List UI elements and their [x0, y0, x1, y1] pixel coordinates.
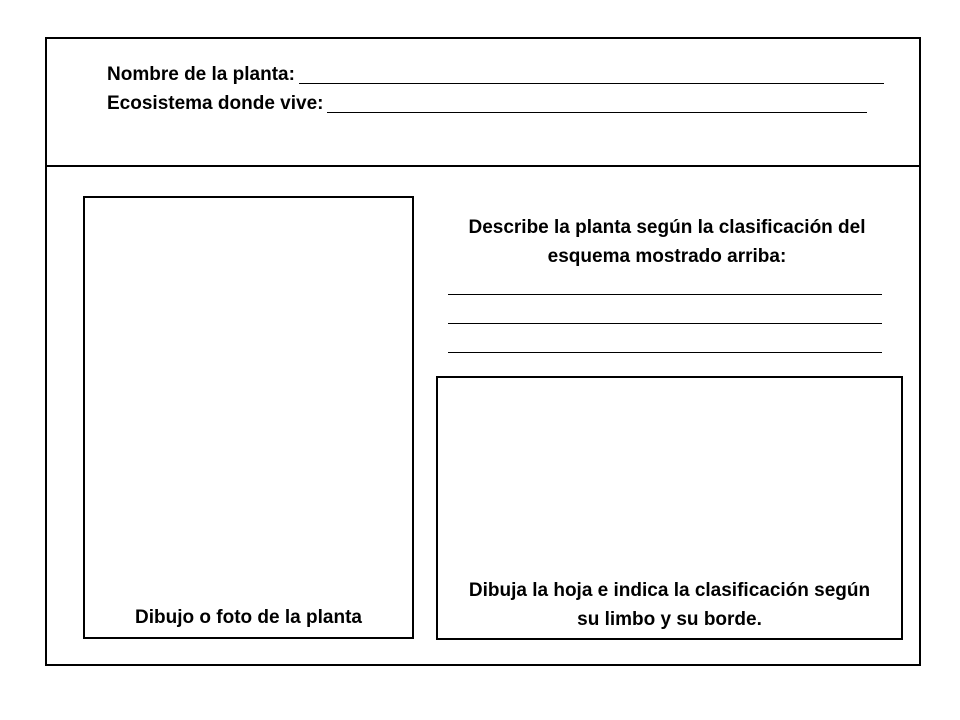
description-blank-line[interactable] — [448, 323, 882, 324]
plant-name-blank-line[interactable] — [299, 65, 884, 84]
leaf-caption-line-2: su limbo y su borde. — [577, 609, 762, 630]
leaf-caption-line-1: Dibuja la hoja e indica la clasificación según — [468, 580, 871, 601]
description-blank-line[interactable] — [448, 352, 882, 353]
worksheet-frame — [45, 37, 921, 666]
ecosystem-blank-line[interactable] — [327, 94, 867, 113]
header-divider — [47, 165, 919, 167]
description-prompt-line-1: Describe la planta según la clasificación del — [468, 217, 866, 238]
leaf-drawing-box[interactable] — [436, 376, 903, 640]
ecosystem-label: Ecosistema donde vive: — [107, 93, 324, 114]
plant-name-row — [107, 64, 884, 86]
leaf-drawing-caption — [438, 576, 901, 634]
plant-drawing-caption: Dibujo o foto de la planta — [135, 607, 362, 628]
ecosystem-row — [107, 93, 867, 115]
description-blank-line[interactable] — [448, 294, 882, 295]
description-prompt-line-2: esquema mostrado arriba: — [547, 246, 787, 267]
description-prompt — [442, 213, 892, 271]
plant-drawing-box[interactable] — [83, 196, 414, 639]
plant-name-label: Nombre de la planta: — [107, 64, 295, 85]
